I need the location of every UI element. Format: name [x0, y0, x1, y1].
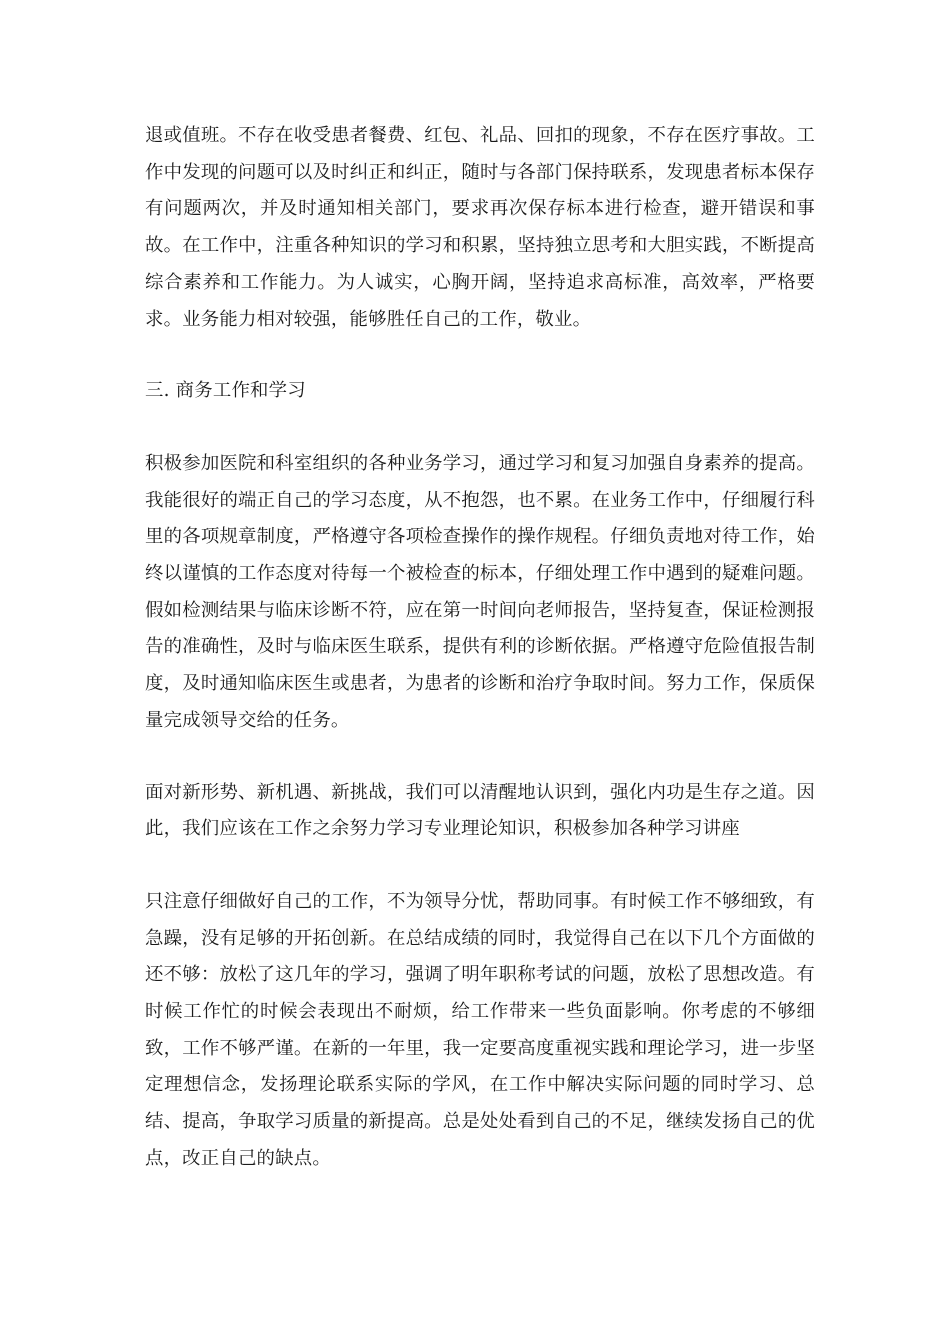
paragraph-spacer	[145, 338, 815, 373]
paragraph-business-study: 积极参加医院和科室组织的各种业务学习，通过学习和复习加强自身素养的提高。我能很好的端正自己的学习态度，从不抱怨，也不累。在业务工作中，仔细履行科里的各项规章制度，严格遵守各项检查操作的操作规程。仔细负责地对待工作，始终以谨慎的工作态度对待每一个被检查的标本，仔细处理工作中遇到的疑难问题。假如检测结果与临床诊断不符，应在第一时间向老师报告，坚持复查，保证检测报告的准确性，及时与临床医生联系，提供有利的诊断依据。严格遵守危险值报告制度，及时通知临床医生或患者，为患者的诊断和治疗争取时间。努力工作，保质保量完成领导交给的任务。	[145, 452, 815, 731]
paragraph-new-challenges: 面对新形势、新机遇、新挑战，我们可以清醒地认识到，强化内功是生存之道。因此，我们应该在工作之余努力学习专业理论知识，积极参加各种学习讲座	[145, 781, 815, 840]
document-body	[145, 118, 815, 1178]
section-heading-business-study: 三. 商务工作和学习	[145, 380, 306, 402]
paragraph-spacer	[145, 740, 815, 775]
paragraph-spacer	[145, 848, 815, 884]
paragraph-shortcomings: 只注意仔细做好自己的工作，不为领导分忧，帮助同事。有时候工作不够细致，有急躁，没有足够的开拓创新。在总结成绩的同时，我觉得自己在以下几个方面做的还不够：放松了这几年的学习，强调了明年职称考试的问题，放松了思想改造。有时候工作忙的时候会表现出不耐烦，给工作带来一些负面影响。你考虑的不够细致，工作不够严谨。在新的一年里，我一定要高度重视实践和理论学习，进一步坚定理想信念，发扬理论联系实际的学风，在工作中解决实际问题的同时学习、总结、提高，争取学习质量的新提高。总是处处看到自己的不足，继续发扬自己的优点，改正自己的缺点。	[145, 890, 815, 1169]
paragraph-integrity-summary: 退或值班。不存在收受患者餐费、红包、礼品、回扣的现象，不存在医疗事故。工作中发现的问题可以及时纠正和纠正，随时与各部门保持联系，发现患者标本保存有问题两次，并及时通知相关部门，要求再次保存标本进行检查，避开错误和事故。在工作中，注重各种知识的学习和积累，坚持独立思考和大胆实践，不断提高综合素养和工作能力。为人诚实，心胸开阔，坚持追求高标准，高效率，严格要求。业务能力相对较强，能够胜任自己的工作，敬业。	[145, 125, 815, 330]
paragraph-spacer	[145, 410, 815, 446]
